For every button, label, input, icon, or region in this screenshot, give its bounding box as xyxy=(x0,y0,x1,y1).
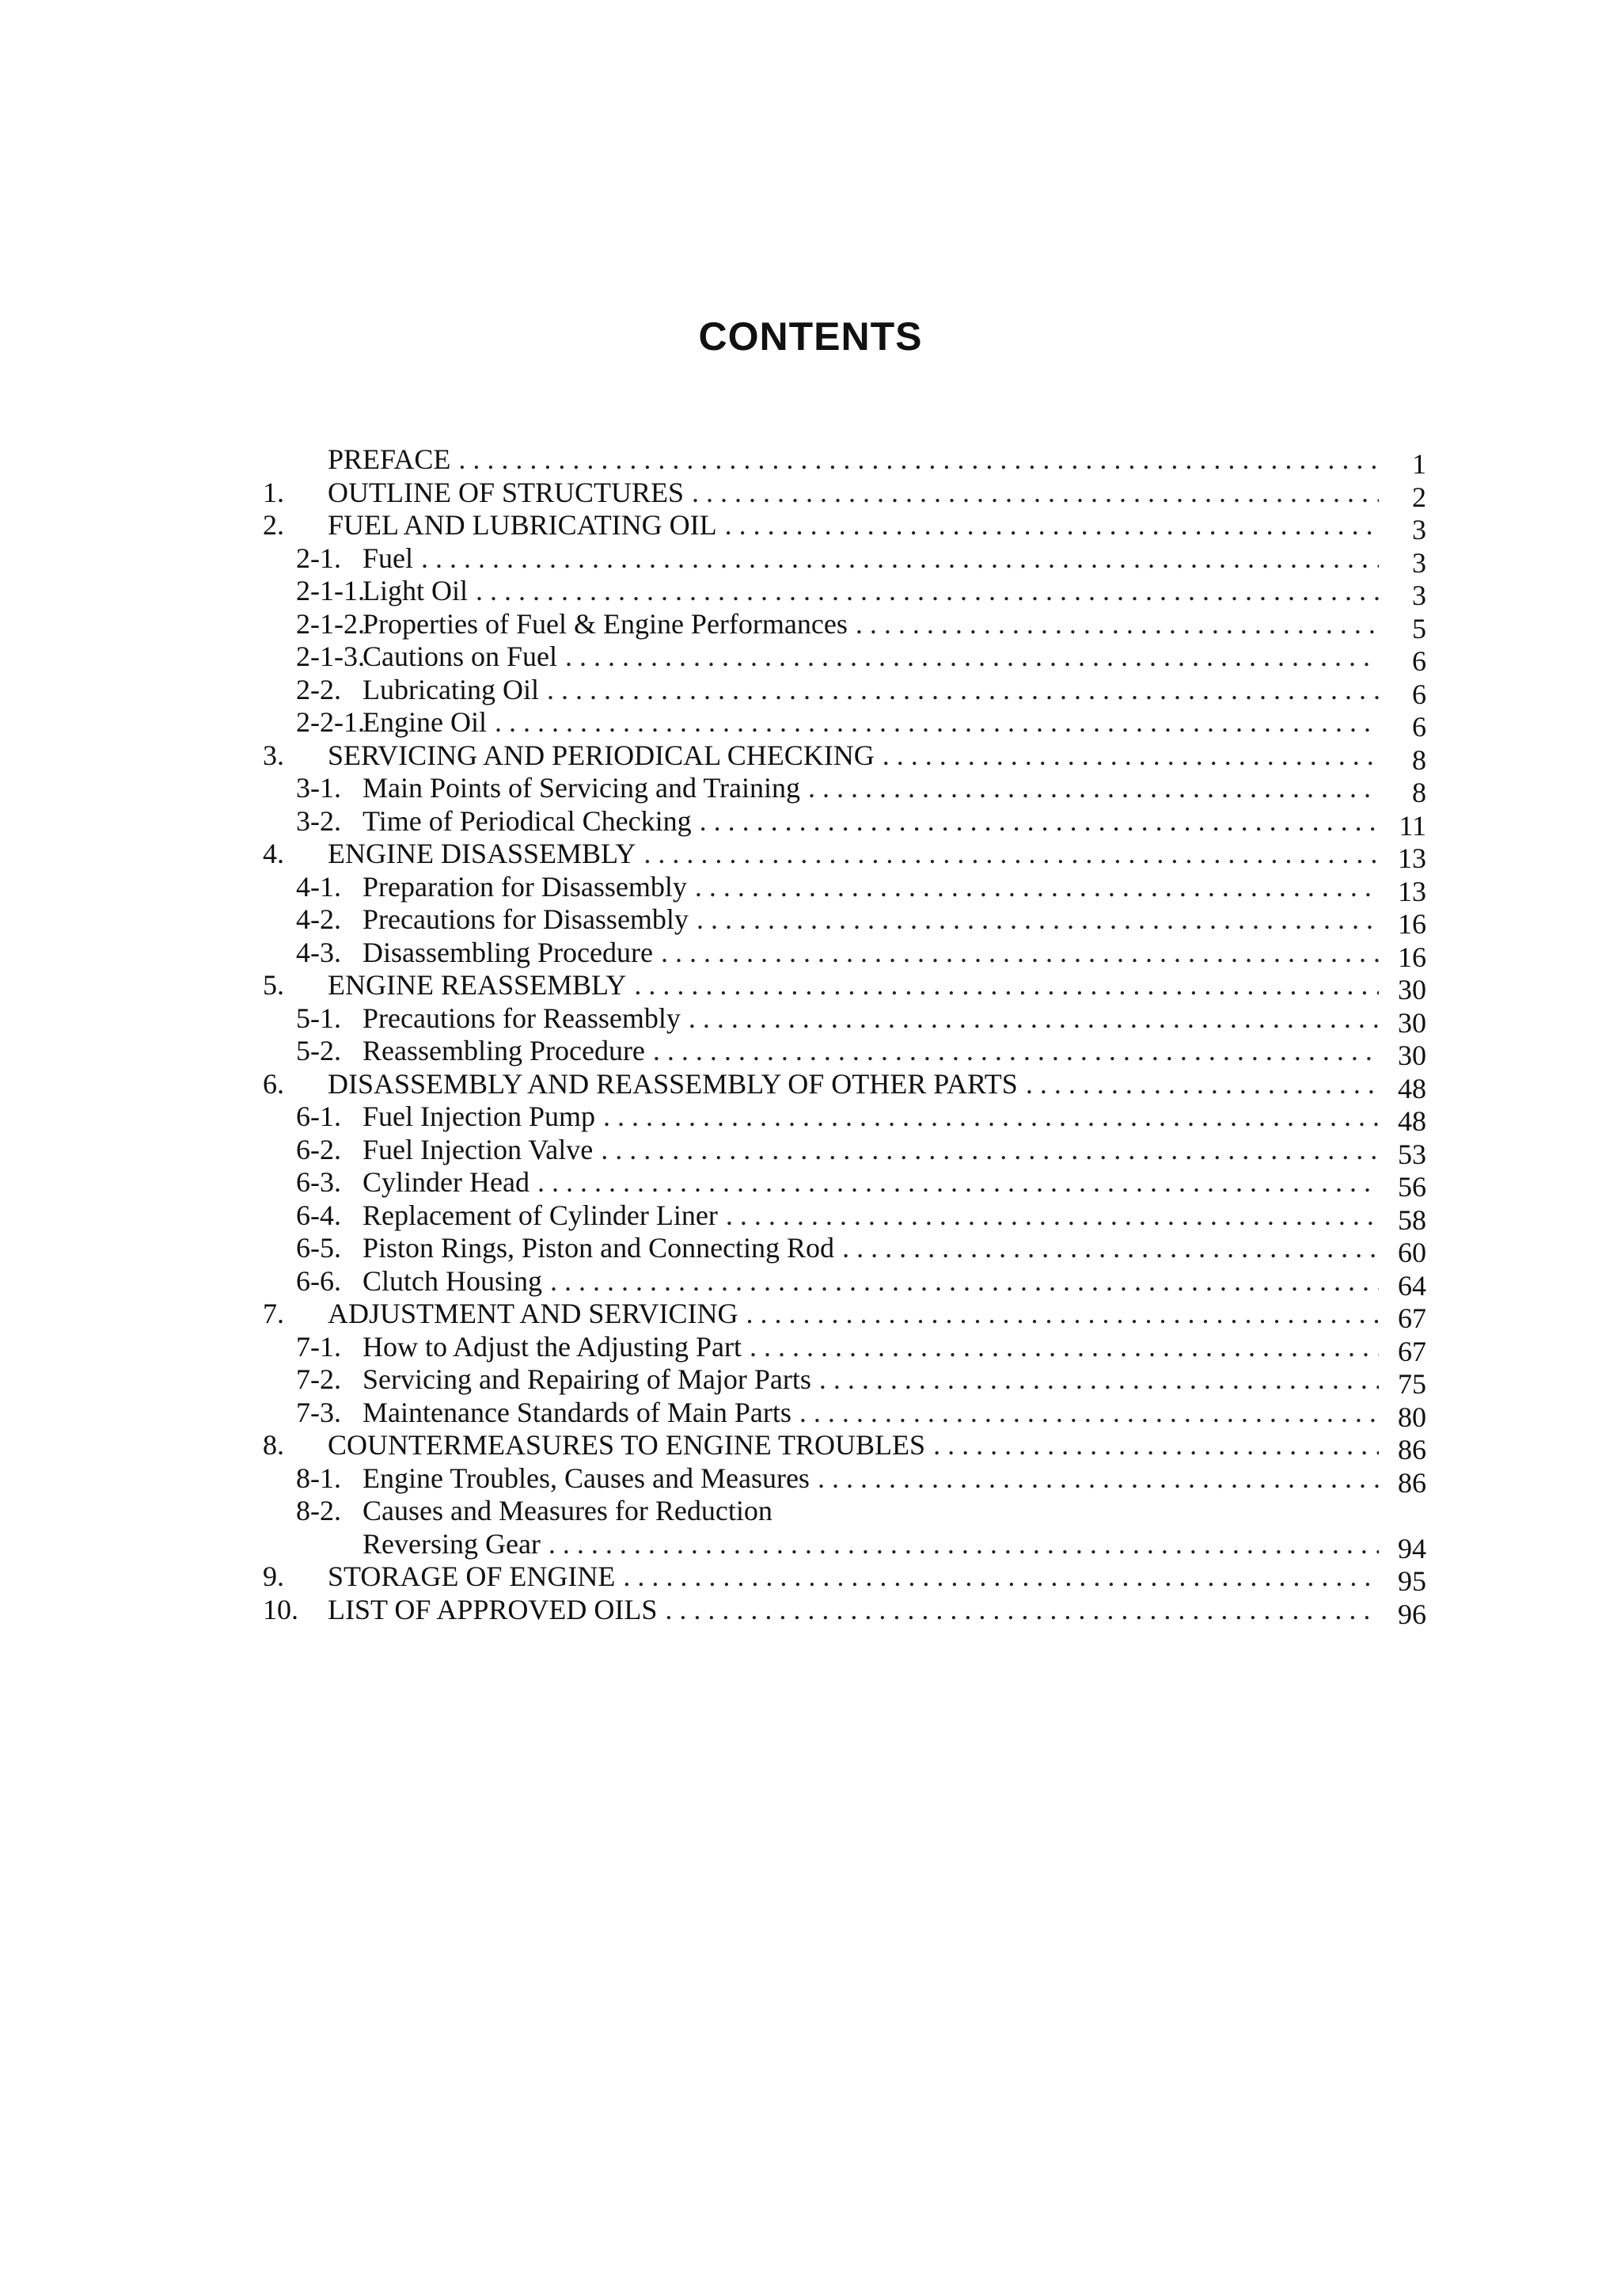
toc-entry xyxy=(263,476,1426,513)
toc-entry-number: 8-2. xyxy=(296,1495,341,1526)
toc-entry-title: ENGINE DISASSEMBLY xyxy=(328,838,636,869)
toc-entry-title: Lubricating Oil xyxy=(363,673,539,705)
toc-entry xyxy=(263,1396,1426,1433)
toc-entry xyxy=(263,641,1426,677)
toc-entry-title: FUEL AND LUBRICATING OIL xyxy=(328,509,717,541)
toc-entry xyxy=(263,1199,1426,1236)
dot-leader xyxy=(643,838,1379,871)
dot-leader xyxy=(476,575,1379,608)
toc-entry-page: 6 xyxy=(1412,678,1426,710)
toc-entry-page: 1 xyxy=(1412,448,1426,480)
table-of-contents xyxy=(263,443,1426,1630)
dot-leader xyxy=(725,509,1379,542)
toc-entry xyxy=(263,1495,1426,1528)
toc-entry xyxy=(263,673,1426,710)
toc-entry-number: 5-2. xyxy=(296,1035,341,1066)
dot-leader xyxy=(565,641,1379,674)
dot-leader xyxy=(799,1397,1379,1430)
toc-entry xyxy=(263,969,1426,1005)
toc-entry-number: 3. xyxy=(263,739,284,771)
toc-entry-page: 8 xyxy=(1412,743,1426,776)
toc-entry-title: Time of Periodical Checking xyxy=(363,804,692,837)
toc-entry-number: 6. xyxy=(263,1067,284,1100)
dot-leader xyxy=(700,805,1379,838)
toc-entry-title: LIST OF APPROVED OILS xyxy=(328,1593,658,1625)
dot-leader xyxy=(661,937,1379,970)
dot-leader xyxy=(692,477,1379,510)
toc-entry-page: 3 xyxy=(1412,546,1426,579)
toc-entry xyxy=(263,739,1426,776)
toc-entry-title: Light Oil xyxy=(363,575,468,606)
toc-entry-title: Main Points of Servicing and Training xyxy=(363,772,801,804)
toc-entry-number: 3-2. xyxy=(296,804,341,837)
toc-entry xyxy=(263,1593,1426,1630)
toc-entry-title: Clutch Housing xyxy=(363,1264,543,1297)
toc-entry-page: 95 xyxy=(1398,1565,1426,1597)
toc-entry xyxy=(263,1264,1426,1302)
toc-entry-page: 16 xyxy=(1398,941,1426,973)
toc-entry-number: 2-2. xyxy=(296,673,341,705)
dot-leader xyxy=(458,443,1379,477)
toc-entry-number: 9. xyxy=(263,1560,284,1592)
dot-leader xyxy=(819,1363,1379,1397)
toc-entry xyxy=(263,838,1426,874)
toc-entry-number: 6-6. xyxy=(296,1264,341,1297)
toc-entry-page: 64 xyxy=(1398,1269,1426,1302)
toc-entry-page: 67 xyxy=(1398,1302,1426,1334)
toc-entry xyxy=(263,1232,1426,1268)
toc-entry xyxy=(263,903,1426,940)
toc-entry-title: STORAGE OF ENGINE xyxy=(328,1560,616,1592)
dot-leader xyxy=(856,608,1379,641)
toc-entry xyxy=(263,936,1426,973)
toc-entry-title: Cylinder Head xyxy=(363,1166,530,1198)
toc-entry xyxy=(263,509,1426,545)
toc-entry-page: 13 xyxy=(1398,875,1426,907)
toc-entry-title: SERVICING AND PERIODICAL CHECKING xyxy=(328,739,875,771)
toc-entry-number: 8-1. xyxy=(296,1462,341,1494)
dot-leader xyxy=(726,1199,1379,1233)
dot-leader xyxy=(689,1002,1379,1036)
toc-entry-title: COUNTERMEASURES TO ENGINE TROUBLES xyxy=(328,1429,926,1461)
toc-entry-title: Preparation for Disassembly xyxy=(363,870,687,903)
toc-entry xyxy=(263,1429,1426,1465)
toc-entry-page: 13 xyxy=(1398,842,1426,874)
toc-entry-title: Precautions for Reassembly xyxy=(363,1002,681,1034)
toc-entry-number: 4-1. xyxy=(296,870,341,903)
toc-entry-number: 2. xyxy=(263,509,284,541)
page-title: CONTENTS xyxy=(698,314,923,359)
toc-entry xyxy=(263,870,1426,907)
dot-leader xyxy=(653,1035,1379,1068)
dot-leader xyxy=(601,1134,1379,1167)
toc-entry-title: Maintenance Standards of Main Parts xyxy=(363,1396,792,1428)
toc-entry-title: Engine Oil xyxy=(363,706,487,738)
toc-entry-number: 2-1-1. xyxy=(296,575,365,606)
toc-entry-number: 4. xyxy=(263,838,284,869)
toc-entry-title: Cautions on Fuel xyxy=(363,641,558,672)
toc-entry-number: 5-1. xyxy=(296,1002,341,1034)
toc-entry xyxy=(263,1002,1426,1039)
toc-entry xyxy=(263,542,1426,579)
toc-entry-title: Servicing and Repairing of Major Parts xyxy=(363,1363,811,1395)
toc-entry-page: 30 xyxy=(1398,1006,1426,1039)
toc-entry xyxy=(263,1298,1426,1334)
dot-leader xyxy=(550,1265,1379,1298)
dot-leader xyxy=(549,1528,1379,1561)
toc-entry xyxy=(263,1560,1426,1597)
toc-entry xyxy=(263,1166,1426,1203)
toc-entry-number: 2-1-2. xyxy=(296,607,365,640)
toc-entry-number: 2-2-1. xyxy=(296,706,365,738)
toc-entry xyxy=(263,1067,1426,1104)
toc-entry xyxy=(263,1462,1426,1499)
toc-entry-number: 6-4. xyxy=(296,1199,341,1231)
toc-entry-title: Disassembling Procedure xyxy=(363,936,653,968)
toc-entry-page: 3 xyxy=(1412,514,1426,545)
dot-leader xyxy=(746,1298,1379,1331)
toc-entry-page: 30 xyxy=(1398,1040,1426,1071)
toc-entry-title: Reassembling Procedure xyxy=(363,1035,645,1066)
toc-entry-number: 8. xyxy=(263,1429,284,1461)
toc-entry-number: 5. xyxy=(263,969,284,1001)
toc-entry-page: 75 xyxy=(1398,1368,1426,1400)
toc-entry-number: 6-5. xyxy=(296,1232,341,1264)
toc-entry-page: 8 xyxy=(1412,777,1426,808)
toc-entry-title: Fuel Injection Valve xyxy=(363,1133,594,1165)
dot-leader xyxy=(634,969,1379,1002)
toc-entry-title: How to Adjust the Adjusting Part xyxy=(363,1330,742,1363)
dot-leader xyxy=(1026,1068,1379,1101)
toc-entry-number: 2-1. xyxy=(296,542,341,574)
toc-entry-page: 80 xyxy=(1398,1401,1426,1433)
toc-entry-number: 1. xyxy=(263,476,284,508)
toc-entry-page: 94 xyxy=(1398,1532,1426,1564)
toc-entry-title: ENGINE REASSEMBLY xyxy=(328,969,627,1001)
toc-entry-title: Causes and Measures for Reduction xyxy=(363,1495,773,1526)
toc-entry xyxy=(263,1100,1426,1137)
toc-entry xyxy=(263,443,1426,480)
toc-entry-title: Piston Rings, Piston and Connecting Rod xyxy=(363,1232,835,1264)
toc-entry-title: Engine Troubles, Causes and Measures xyxy=(363,1462,810,1494)
dot-leader xyxy=(808,772,1379,805)
toc-entry-number: 7-3. xyxy=(296,1396,341,1428)
dot-leader xyxy=(495,706,1379,739)
dot-leader xyxy=(421,542,1379,576)
toc-entry-title: Precautions for Disassembly xyxy=(363,903,689,935)
toc-entry-number: 7. xyxy=(263,1298,284,1329)
toc-entry xyxy=(263,575,1426,611)
toc-entry-page: 67 xyxy=(1398,1335,1426,1367)
dot-leader xyxy=(547,674,1379,707)
toc-entry xyxy=(263,1363,1426,1400)
toc-entry xyxy=(263,607,1426,644)
toc-entry-page: 3 xyxy=(1412,580,1426,611)
toc-entry-page: 86 xyxy=(1398,1434,1426,1465)
dot-leader xyxy=(818,1462,1379,1496)
toc-entry-title: ADJUSTMENT AND SERVICING xyxy=(328,1298,738,1329)
dot-leader xyxy=(933,1429,1379,1462)
toc-entry-page: 6 xyxy=(1412,645,1426,677)
toc-entry-page: 48 xyxy=(1398,1072,1426,1104)
dot-leader xyxy=(842,1232,1379,1265)
dot-leader xyxy=(883,739,1379,773)
toc-entry-page: 6 xyxy=(1412,711,1426,743)
toc-entry-number: 3-1. xyxy=(296,772,341,804)
toc-entry-number: 4-2. xyxy=(296,903,341,935)
toc-entry xyxy=(263,804,1426,842)
toc-entry-title: Replacement of Cylinder Liner xyxy=(363,1199,718,1231)
toc-entry-number: 2-1-3. xyxy=(296,641,365,672)
toc-entry-page: 86 xyxy=(1398,1466,1426,1499)
toc-entry-title: DISASSEMBLY AND REASSEMBLY OF OTHER PARTS xyxy=(328,1067,1018,1100)
toc-entry-page: 96 xyxy=(1398,1598,1426,1630)
toc-entry xyxy=(263,1035,1426,1071)
dot-leader xyxy=(623,1560,1379,1594)
toc-entry xyxy=(263,1527,1426,1564)
toc-entry-page: 56 xyxy=(1398,1171,1426,1203)
dot-leader xyxy=(750,1331,1379,1364)
toc-entry-title: PREFACE xyxy=(328,443,451,475)
dot-leader xyxy=(665,1594,1379,1627)
toc-entry-title: Fuel Injection Pump xyxy=(363,1100,595,1132)
toc-entry xyxy=(263,706,1426,743)
toc-entry-number: 6-3. xyxy=(296,1166,341,1198)
toc-entry-page: 58 xyxy=(1398,1203,1426,1236)
toc-entry-page: 2 xyxy=(1412,481,1426,513)
toc-entry-number: 10. xyxy=(263,1593,298,1625)
toc-entry-page: 30 xyxy=(1398,974,1426,1005)
toc-entry-number: 7-2. xyxy=(296,1363,341,1395)
toc-entry-page: 16 xyxy=(1398,908,1426,940)
toc-entry xyxy=(263,1133,1426,1170)
toc-entry-number: 7-1. xyxy=(296,1330,341,1363)
toc-entry-page: 11 xyxy=(1399,809,1426,842)
dot-leader xyxy=(537,1166,1379,1199)
toc-entry xyxy=(263,772,1426,808)
toc-entry-page: 5 xyxy=(1412,612,1426,644)
toc-entry-page: 53 xyxy=(1398,1138,1426,1170)
toc-entry-title: OUTLINE OF STRUCTURES xyxy=(328,476,685,508)
toc-entry-number: 6-2. xyxy=(296,1133,341,1165)
toc-entry xyxy=(263,1330,1426,1367)
toc-entry-page: 60 xyxy=(1398,1237,1426,1268)
toc-entry-title: Properties of Fuel & Engine Performances xyxy=(363,607,848,640)
toc-entry-title: Fuel xyxy=(363,542,414,574)
toc-entry-page: 48 xyxy=(1398,1105,1426,1137)
toc-entry-number: 4-3. xyxy=(296,936,341,968)
dot-leader xyxy=(695,871,1379,904)
dot-leader xyxy=(603,1100,1379,1134)
toc-entry-number: 6-1. xyxy=(296,1100,341,1132)
dot-leader xyxy=(697,903,1379,937)
toc-entry-title: Reversing Gear xyxy=(363,1527,541,1560)
